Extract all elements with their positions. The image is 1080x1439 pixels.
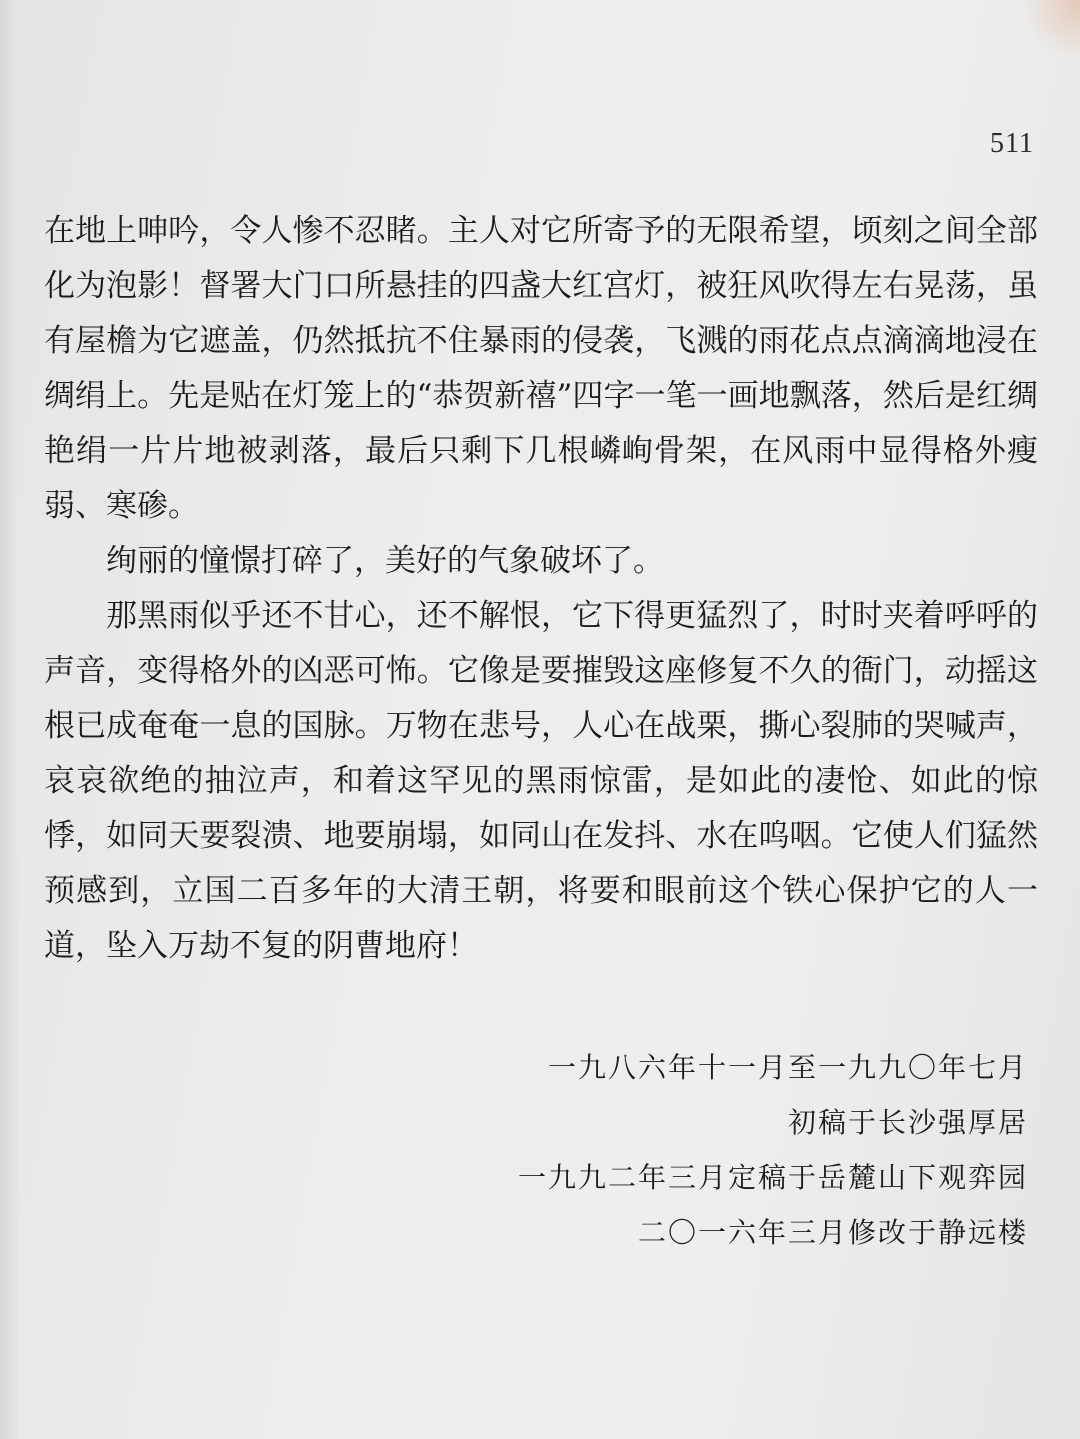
paragraph-2: 绚丽的憧憬打碎了，美好的气象破坏了。 <box>106 543 664 579</box>
page-edge <box>0 0 18 1439</box>
page-number: 511 <box>990 128 1034 159</box>
signoff-line-1: 一九八六年十一月至一九九〇年七月 <box>547 1051 1028 1084</box>
paragraph-1: 在地上呻吟，令人惨不忍睹。主人对它所寄予的无限希望，顷刻之间全部化为泡影！督署大门口所悬挂的四盏大红宫灯，被狂风吹得左右晃荡，虽有屋檐为它遮盖，仍然抵抗不住暴雨的侵袭，飞溅的雨花点点滴滴地浸在绸绢上。先是贴在灯笼上的“恭贺新禧”四字一笔一画地飘落，然后是红绸艳绢一片片地被剥落，最后只剩下几根嶙峋骨架，在风雨中显得格外瘦弱、寒碜。 <box>44 213 1038 524</box>
signoff-line-3: 一九九二年三月定稿于岳麓山下观弈园 <box>517 1161 1028 1194</box>
signoff-block <box>328 1040 1028 1260</box>
body-text <box>44 204 1038 974</box>
paragraph-3: 那黑雨似乎还不甘心，还不解恨，它下得更猛烈了，时时夹着呼呼的声音，变得格外的凶恶可怖。它像是要摧毁这座修复不久的衙门，动摇这根已成奄奄一息的国脉。万物在悲号，人心在战栗，撕心裂肺的哭喊声，哀哀欲绝的抽泣声，和着这罕见的黑雨惊雷，是如此的凄怆、如此的惊悸，如同天要裂溃、地要崩塌，如同山在发抖、水在呜咽。它使人们猛然预感到，立国二百多年的大清王朝，将要和眼前这个铁心保护它的人一道，坠入万劫不复的阴曹地府！ <box>44 598 1038 964</box>
signoff-line-2: 初稿于长沙强厚居 <box>787 1106 1028 1139</box>
corner-shadow <box>1020 0 1080 60</box>
signoff-line-4: 二〇一六年三月修改于静远楼 <box>637 1216 1028 1249</box>
